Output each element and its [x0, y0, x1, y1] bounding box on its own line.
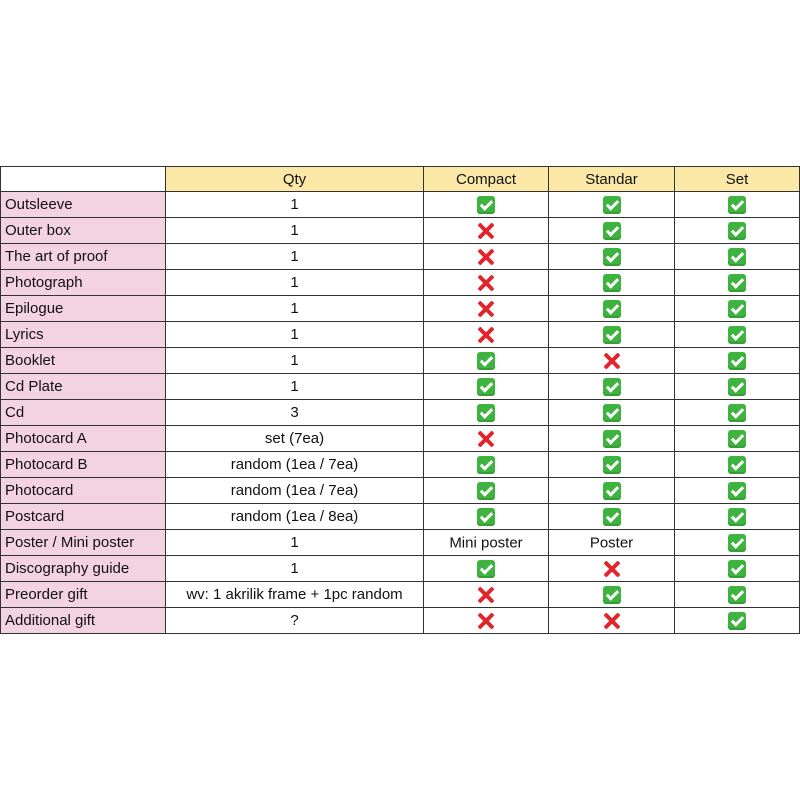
cell-compact	[424, 374, 549, 400]
row-item-label: Cd Plate	[1, 374, 166, 400]
header-qty: Qty	[166, 167, 424, 192]
header-row	[1, 167, 800, 192]
row-qty: random (1ea / 7ea)	[166, 478, 424, 504]
table-row	[1, 270, 800, 296]
check-icon	[477, 456, 495, 474]
row-item-label: Photograph	[1, 270, 166, 296]
check-icon	[477, 404, 495, 422]
row-qty: ?	[166, 608, 424, 634]
cell-set	[675, 556, 800, 582]
cell-standar	[549, 348, 675, 374]
cross-icon	[477, 300, 495, 318]
check-icon	[728, 430, 746, 448]
check-icon	[603, 482, 621, 500]
cell-standar	[549, 296, 675, 322]
cross-icon	[477, 586, 495, 604]
cell-set	[675, 582, 800, 608]
comparison-table-wrap	[0, 166, 799, 634]
check-icon	[728, 560, 746, 578]
cell-set	[675, 478, 800, 504]
cell-set	[675, 192, 800, 218]
row-item-label: Booklet	[1, 348, 166, 374]
cell-standar	[549, 608, 675, 634]
table-row	[1, 192, 800, 218]
cell-standar	[549, 192, 675, 218]
cell-set	[675, 296, 800, 322]
cell-set	[675, 504, 800, 530]
cross-icon	[603, 352, 621, 370]
cell-standar	[549, 582, 675, 608]
check-icon	[603, 222, 621, 240]
check-icon	[477, 508, 495, 526]
cell-compact	[424, 192, 549, 218]
cell-compact	[424, 582, 549, 608]
row-qty: 1	[166, 192, 424, 218]
cell-standar	[549, 426, 675, 452]
table-row	[1, 218, 800, 244]
check-icon	[603, 430, 621, 448]
cell-compact	[424, 452, 549, 478]
table-row	[1, 608, 800, 634]
row-item-label: Cd	[1, 400, 166, 426]
row-item-label: Photocard	[1, 478, 166, 504]
cell-compact	[424, 504, 549, 530]
check-icon	[603, 326, 621, 344]
table-row	[1, 504, 800, 530]
cell-standar	[549, 374, 675, 400]
cell-set	[675, 530, 800, 556]
table-row	[1, 348, 800, 374]
header-compact: Compact	[424, 167, 549, 192]
cell-standar	[549, 556, 675, 582]
table-row	[1, 322, 800, 348]
cell-set	[675, 374, 800, 400]
table-row	[1, 582, 800, 608]
cross-icon	[477, 430, 495, 448]
check-icon	[728, 326, 746, 344]
cell-set	[675, 452, 800, 478]
check-icon	[728, 352, 746, 370]
cell-standar	[549, 530, 675, 556]
check-icon	[728, 378, 746, 396]
check-icon	[477, 378, 495, 396]
cell-set	[675, 608, 800, 634]
check-icon	[728, 508, 746, 526]
table-row	[1, 530, 800, 556]
row-item-label: Outer box	[1, 218, 166, 244]
comparison-table	[0, 166, 800, 634]
row-item-label: Epilogue	[1, 296, 166, 322]
header-item	[1, 167, 166, 192]
cell-standar	[549, 244, 675, 270]
check-icon	[603, 378, 621, 396]
check-icon	[603, 300, 621, 318]
row-item-label: Photocard A	[1, 426, 166, 452]
cell-standar	[549, 218, 675, 244]
cell-compact	[424, 322, 549, 348]
cross-icon	[477, 612, 495, 630]
cell-compact	[424, 426, 549, 452]
row-qty: random (1ea / 7ea)	[166, 452, 424, 478]
check-icon	[603, 196, 621, 214]
row-qty: 1	[166, 244, 424, 270]
check-icon	[477, 352, 495, 370]
row-qty: set (7ea)	[166, 426, 424, 452]
row-item-label: Preorder gift	[1, 582, 166, 608]
check-icon	[728, 300, 746, 318]
cell-text: Poster	[589, 534, 634, 552]
row-qty: 3	[166, 400, 424, 426]
cell-standar	[549, 270, 675, 296]
cell-set	[675, 270, 800, 296]
check-icon	[603, 508, 621, 526]
row-qty: 1	[166, 296, 424, 322]
check-icon	[728, 404, 746, 422]
check-icon	[728, 612, 746, 630]
check-icon	[728, 586, 746, 604]
row-item-label: Lyrics	[1, 322, 166, 348]
cell-compact	[424, 400, 549, 426]
header-set: Set	[675, 167, 800, 192]
cell-set	[675, 218, 800, 244]
check-icon	[603, 404, 621, 422]
table-row	[1, 374, 800, 400]
check-icon	[728, 534, 746, 552]
cell-compact	[424, 218, 549, 244]
cross-icon	[477, 326, 495, 344]
cross-icon	[477, 248, 495, 266]
check-icon	[477, 482, 495, 500]
row-qty: 1	[166, 270, 424, 296]
check-icon	[728, 248, 746, 266]
row-item-label: Additional gift	[1, 608, 166, 634]
cell-standar	[549, 478, 675, 504]
cell-set	[675, 322, 800, 348]
cell-standar	[549, 504, 675, 530]
check-icon	[603, 586, 621, 604]
cross-icon	[603, 560, 621, 578]
cross-icon	[477, 274, 495, 292]
row-item-label: Poster / Mini poster	[1, 530, 166, 556]
cell-text: Mini poster	[449, 534, 523, 552]
cell-compact	[424, 556, 549, 582]
table-row	[1, 452, 800, 478]
check-icon	[477, 196, 495, 214]
cell-compact	[424, 478, 549, 504]
row-item-label: Outsleeve	[1, 192, 166, 218]
row-qty: 1	[166, 218, 424, 244]
row-qty: wv: 1 akrilik frame + 1pc random	[166, 582, 424, 608]
table-row	[1, 244, 800, 270]
check-icon	[728, 274, 746, 292]
row-qty: 1	[166, 556, 424, 582]
check-icon	[728, 456, 746, 474]
cell-compact	[424, 348, 549, 374]
header-standar: Standar	[549, 167, 675, 192]
check-icon	[603, 248, 621, 266]
row-item-label: Discography guide	[1, 556, 166, 582]
table-row	[1, 426, 800, 452]
cell-set	[675, 244, 800, 270]
cross-icon	[477, 222, 495, 240]
cell-compact	[424, 296, 549, 322]
cell-standar	[549, 400, 675, 426]
row-qty: 1	[166, 348, 424, 374]
row-qty: random (1ea / 8ea)	[166, 504, 424, 530]
cell-standar	[549, 322, 675, 348]
check-icon	[728, 482, 746, 500]
cross-icon	[603, 612, 621, 630]
cell-set	[675, 426, 800, 452]
row-item-label: The art of proof	[1, 244, 166, 270]
check-icon	[603, 456, 621, 474]
table-row	[1, 296, 800, 322]
cell-compact	[424, 244, 549, 270]
check-icon	[603, 274, 621, 292]
table-body	[1, 192, 800, 634]
cell-compact	[424, 270, 549, 296]
cell-compact	[424, 530, 549, 556]
check-icon	[728, 196, 746, 214]
cell-compact	[424, 608, 549, 634]
row-item-label: Photocard B	[1, 452, 166, 478]
table-row	[1, 478, 800, 504]
row-qty: 1	[166, 322, 424, 348]
cell-set	[675, 348, 800, 374]
check-icon	[477, 560, 495, 578]
row-qty: 1	[166, 374, 424, 400]
table-row	[1, 400, 800, 426]
check-icon	[728, 222, 746, 240]
row-item-label: Postcard	[1, 504, 166, 530]
table-row	[1, 556, 800, 582]
cell-set	[675, 400, 800, 426]
row-qty: 1	[166, 530, 424, 556]
cell-standar	[549, 452, 675, 478]
